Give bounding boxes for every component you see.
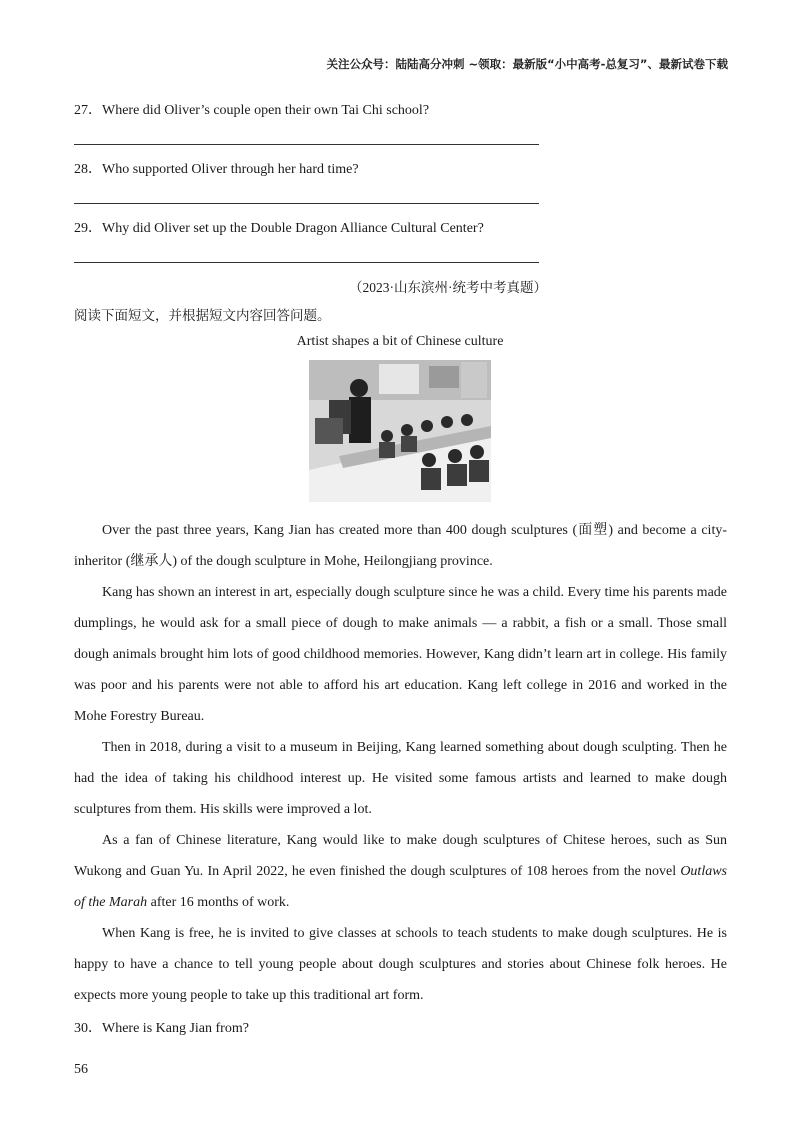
answer-line-29[interactable] [74,262,539,263]
header-note: 关注公众号：陆陆高分冲刺 ~领取：最新版“小中高考-总复习”、最新试卷下载 [326,57,728,71]
paragraph-text: after 16 months of work. [147,895,290,910]
article-paragraph: When Kang is free, he is invited to give classes at schools to teach students to make dough sculptures. He is happy to have a chance to tell young people about dough sculptures and stories about Chinese folk heroes. He expects more young people to take up this traditional art form. [74,926,727,1003]
question-28: 28．Who supported Oliver through her hard time? [74,162,359,177]
novel-title: Outlaws of the Marah [74,864,727,910]
exam-source: （2023·山东滨州·统考中考真题） [349,280,547,295]
question-30: 30．Where is Kang Jian from? [74,1021,249,1036]
article-photo [309,360,491,502]
reading-instruction: 阅读下面短文，并根据短文内容回答问题。 [74,308,331,323]
answer-line-28[interactable] [74,203,539,204]
classroom-photo-illustration [309,360,491,502]
page-number: 56 [74,1062,88,1077]
article-paragraph: Then in 2018, during a visit to a museum in Beijing, Kang learned something about dough sculpting. Then he had the idea of taking his childhood interest up. He visited some famous artists and learned to make dough sculptures from them. His skills were improved a lot. [74,740,727,817]
question-29: 29．Why did Oliver set up the Double Dragon Alliance Cultural Center? [74,221,484,236]
article-paragraph: Over the past three years, Kang Jian has created more than 400 dough sculptures (面塑) and become a city-inheritor (继承人) of the dough sculpture in Mohe, Heilongjiang province. [74,523,727,569]
article-paragraph [74,825,727,918]
article-title: Artist shapes a bit of Chinese culture [296,334,504,349]
paragraph-text: As a fan of Chinese literature, Kang would like to make dough sculptures of Chitese heroes, such as Sun Wukong and Guan Yu. In April 2022, he even finished the dough sculptures of 108 heroes from the novel [74,833,727,879]
article-body [74,515,727,1011]
question-27: 27．Where did Oliver’s couple open their own Tai Chi school? [74,103,430,118]
article-paragraph: Kang has shown an interest in art, especially dough sculpture since he was a child. Every time his parents made dumplings, he would ask for a small piece of dough to make animals — a rabbit, a fish or a small. Those small dough animals brought him lots of good childhood memories. However, Kang didn’t learn art in college. His family was poor and his parents were not able to afford his art education. Kang left college in 2016 and worked in the Mohe Forestry Bureau. [74,585,727,724]
answer-line-27[interactable] [74,144,539,145]
